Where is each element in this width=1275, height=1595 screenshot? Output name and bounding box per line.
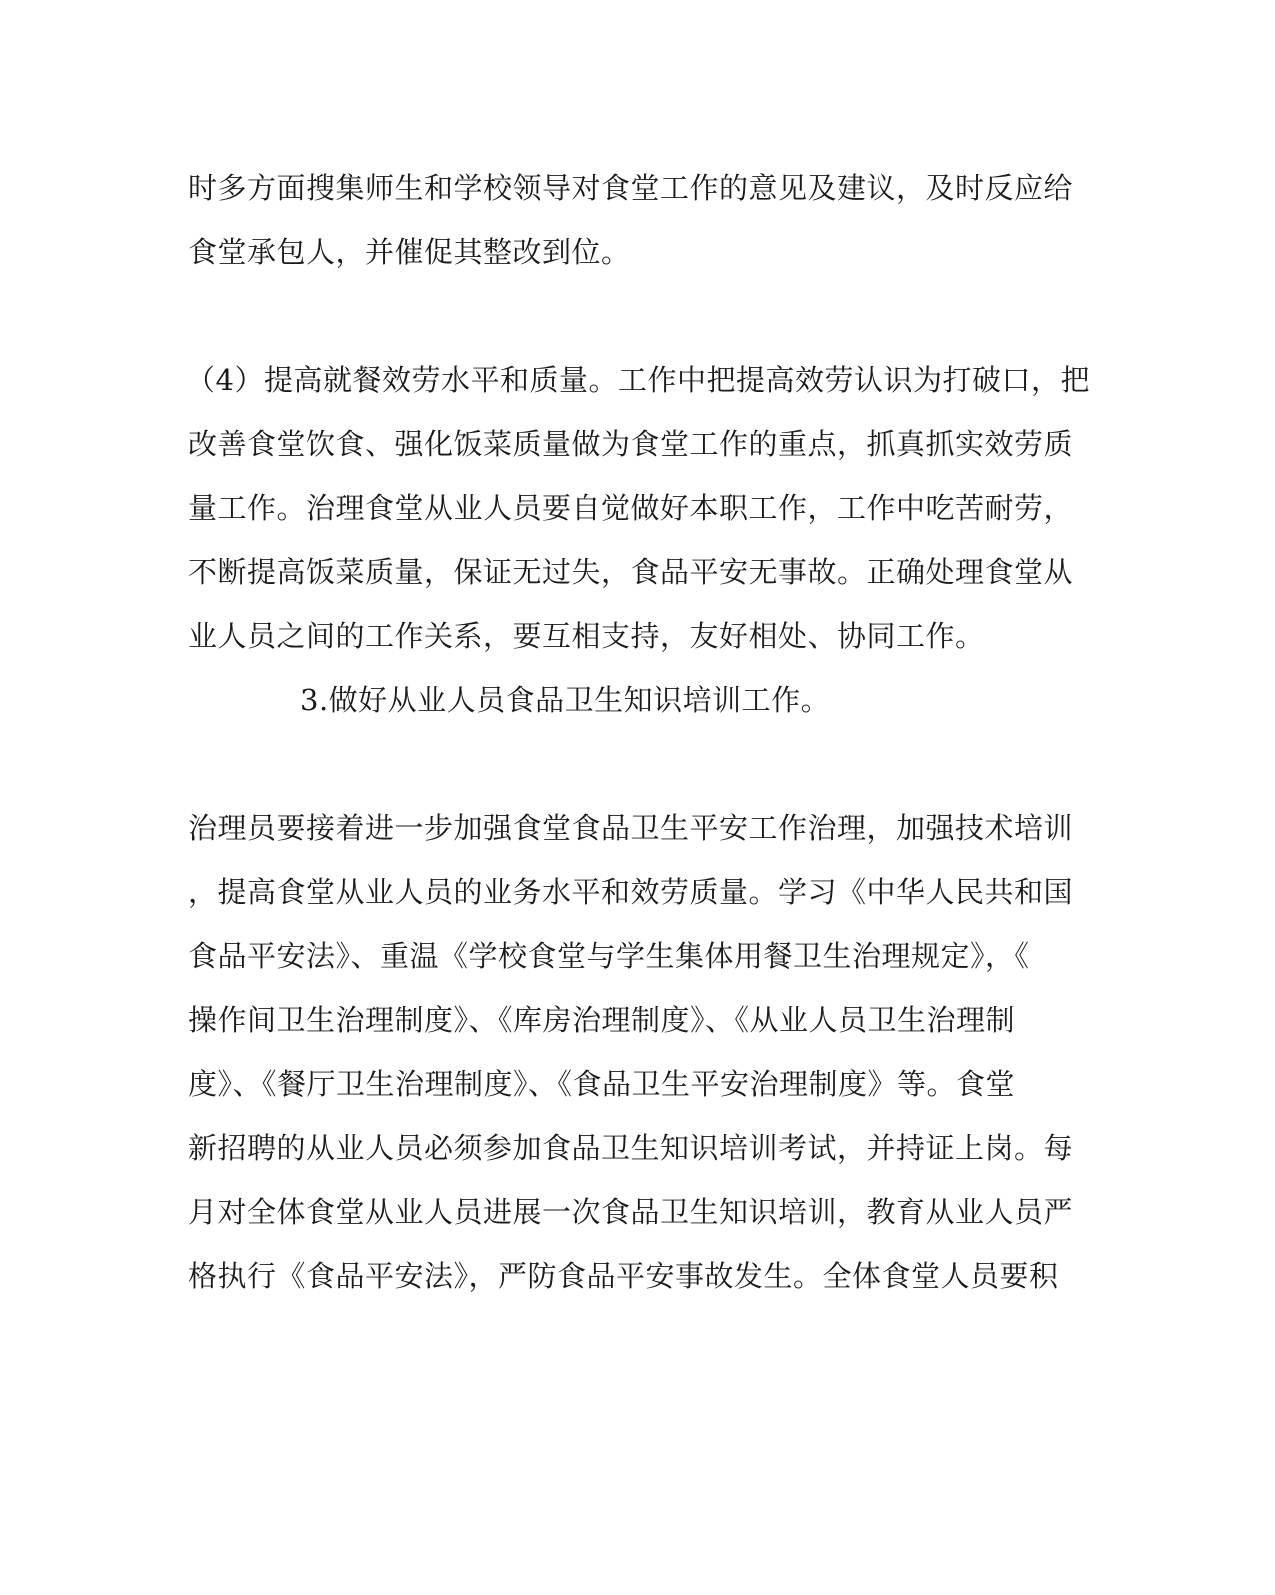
text-line: 业人员之间的工作关系，要互相支持，友好相处、协同工作。 (188, 619, 985, 653)
text-line: 食品平安法》、重温《学校食堂与学生集体用餐卫生治理规定》，《 (188, 939, 1030, 973)
text-line: 治理员要接着进一步加强食堂食品卫生平安工作治理，加强技术培训 (188, 811, 1074, 845)
text-line: 格执行《食品平安法》，严防食品平安事故发生。全体食堂人员要积 (188, 1259, 1059, 1293)
text-line: 度》、《餐厅卫生治理制度》、《食品卫生平安治理制度》等。食堂 (188, 1067, 1016, 1101)
text-line: （4）提高就餐效劳水平和质量。工作中把提高效劳认识为打破口，把 (186, 363, 1090, 397)
text-line: 不断提高饭菜质量，保证无过失，食品平安无事故。正确处理食堂从 (188, 555, 1074, 589)
text-line: 量工作。治理食堂从业人员要自觉做好本职工作，工作中吃苦耐劳， (188, 491, 1074, 525)
text-line: 操作间卫生治理制度》、《库房治理制度》、《从业人员卫生治理制 (188, 1003, 1016, 1037)
text-line: 月对全体食堂从业人员进展一次食品卫生知识培训，教育从业人员严 (188, 1195, 1074, 1229)
text-line: 食堂承包人，并催促其整改到位。 (188, 235, 631, 269)
text-line: 新招聘的从业人员必须参加食品卫生知识培训考试，并持证上岗。每 (188, 1131, 1074, 1165)
section-heading: 3.做好从业人员食品卫生知识培训工作。 (300, 683, 831, 717)
text-line: 改善食堂饮食、强化饭菜质量做为食堂工作的重点，抓真抓实效劳质 (188, 427, 1074, 461)
text-line: ，提高食堂从业人员的业务水平和效劳质量。学习《中华人民共和国 (188, 875, 1074, 909)
text-line: 时多方面搜集师生和学校领导对食堂工作的意见及建议，及时反应给 (188, 171, 1074, 205)
